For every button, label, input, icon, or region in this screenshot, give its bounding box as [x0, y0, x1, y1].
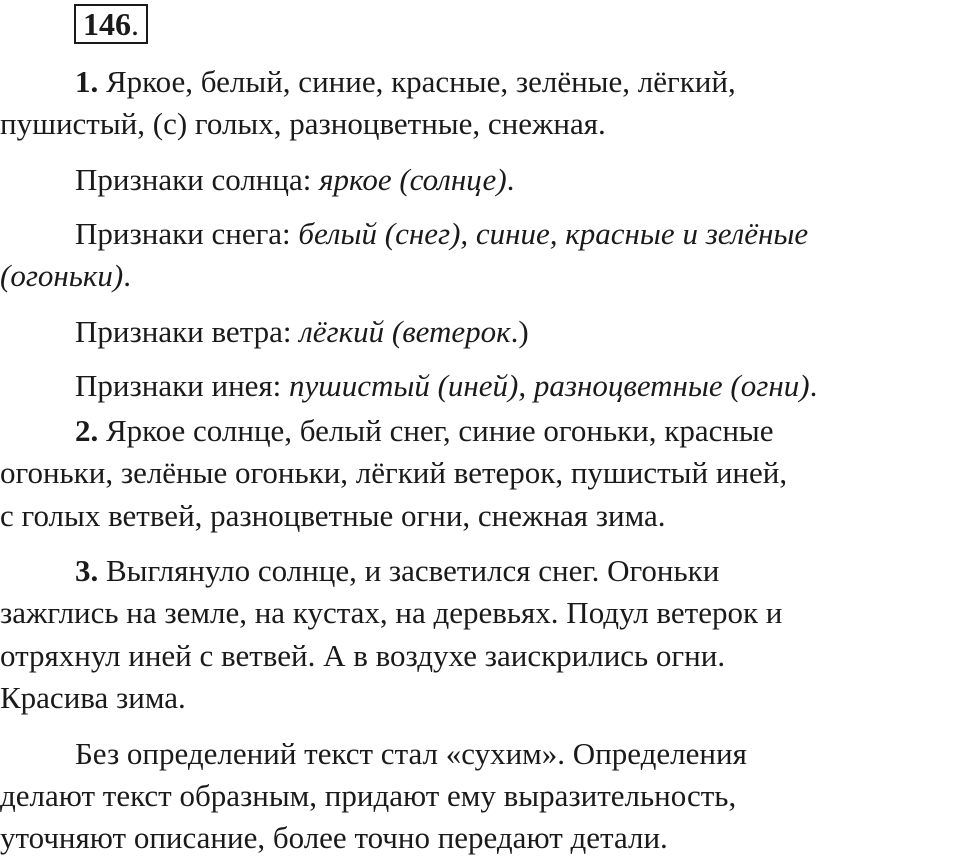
conclusion-text-line2: делают текст образным, придают ему выразительность, — [0, 778, 737, 813]
signs-wind-prefix: Признаки ветра: — [75, 314, 300, 349]
part3-label: 3. — [75, 553, 99, 588]
exercise-number-box — [74, 4, 148, 44]
signs-sun-line — [75, 160, 514, 200]
part3-line1 — [75, 551, 719, 591]
signs-frost-italic: пушистый (иней), разноцветные (огни) — [289, 368, 810, 403]
part2-label: 2. — [75, 413, 99, 448]
part3-text-line3: отряхнул иней с ветвей. А в воздухе заискрились огни. — [0, 638, 726, 673]
signs-snow-line2 — [0, 256, 131, 296]
part3-line2 — [0, 593, 782, 633]
signs-snow-italic-line2: (огоньки) — [0, 258, 124, 293]
signs-frost-suffix: . — [809, 368, 818, 403]
signs-wind-line — [75, 312, 529, 352]
part2-text-line3: с голых ветвей, разноцветные огни, снежная зима. — [0, 498, 666, 533]
part1-text-line2: пушистый, (с) голых, разноцветные, снежная. — [0, 106, 606, 141]
part3-text-line2: зажглись на земле, на кустах, на деревьях. Подул ветерок и — [0, 595, 783, 630]
conclusion-line2 — [0, 776, 736, 816]
signs-wind-italic: лёгкий (ветерок — [299, 314, 511, 349]
signs-snow-prefix: Признаки снега: — [75, 216, 299, 251]
part1-line1 — [75, 62, 736, 102]
part3-line4 — [0, 678, 186, 718]
part2-line2 — [0, 453, 787, 493]
signs-snow-line1 — [75, 214, 808, 254]
signs-sun-prefix: Признаки солнца: — [75, 162, 320, 197]
signs-snow-italic-line1: белый (снег), синие, красные и зелёные — [298, 216, 809, 251]
signs-frost-prefix: Признаки инея: — [75, 368, 290, 403]
part3-text-line1: Выглянуло солнце, и засветился снег. Огоньки — [98, 553, 720, 588]
signs-sun-italic: яркое (солнце) — [319, 162, 507, 197]
conclusion-text-line3: уточняют описание, более точно передают детали. — [0, 820, 668, 855]
signs-sun-suffix: . — [506, 162, 515, 197]
part2-line1 — [75, 411, 774, 451]
part3-line3 — [0, 636, 725, 676]
conclusion-text-line1: Без определений текст стал «сухим». Определения — [75, 736, 747, 771]
conclusion-line3 — [0, 818, 668, 858]
part2-text-line1: Яркое солнце, белый снег, синие огоньки, красные — [98, 413, 774, 448]
signs-wind-suffix: .) — [510, 314, 529, 349]
part2-text-line2: огоньки, зелёные огоньки, лёгкий ветерок, пушистый иней, — [0, 455, 788, 490]
part1-line2 — [0, 104, 606, 144]
part1-text-line1: Яркое, белый, синие, красные, зелёные, лёгкий, — [98, 64, 736, 99]
exercise-number-dot: . — [131, 6, 139, 42]
part2-line3 — [0, 496, 666, 536]
signs-snow-suffix: . — [123, 258, 131, 293]
conclusion-line1 — [75, 734, 747, 774]
part1-label: 1. — [75, 64, 99, 99]
exercise-number: 146 — [83, 6, 131, 42]
signs-frost-line — [75, 366, 817, 406]
part3-text-line4: Красива зима. — [0, 680, 186, 715]
